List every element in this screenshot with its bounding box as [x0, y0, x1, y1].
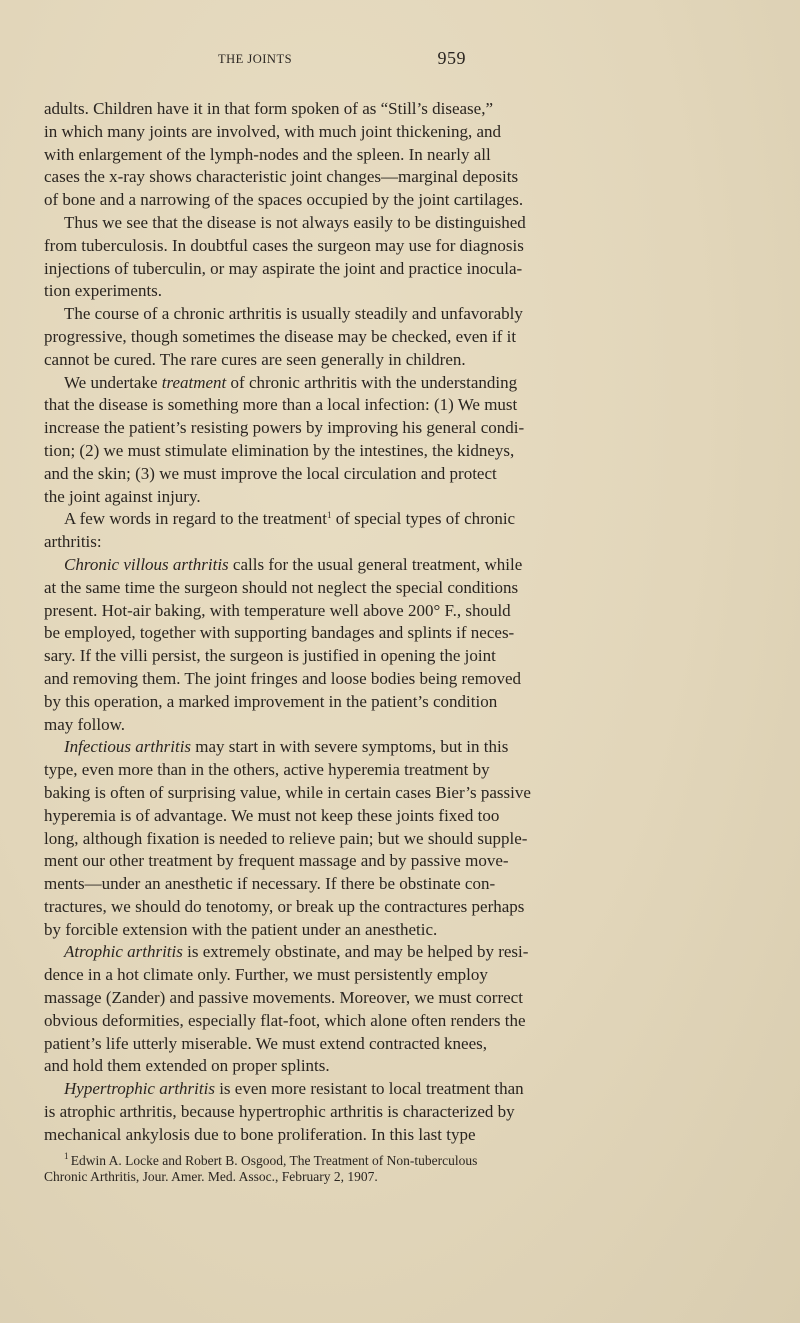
footnote [44, 1150, 478, 1185]
text-line: Atrophic arthritis is extremely obstinate, and may be helped by resi- [64, 942, 529, 962]
text-line: at the same time the surgeon should not neglect the special conditions [44, 577, 519, 597]
text-line: the joint against injury. [44, 486, 201, 506]
text-line: long, although fixation is needed to relieve pain; but we should supple- [44, 828, 528, 848]
text-line: progressive, though sometimes the disease may be checked, even if it [44, 326, 517, 346]
italic-term: treatment [161, 372, 227, 392]
text-line: mechanical ankylosis due to bone proliferation. In this last type [44, 1124, 476, 1144]
text-line: by forcible extension with the patient under an anesthetic. [44, 919, 438, 939]
text-line: baking is often of surprising value, while in certain cases Bier’s passive [44, 782, 531, 802]
footnote-line: Chronic Arthritis, Jour. Amer. Med. Assoc., February 2, 1907. [44, 1168, 378, 1184]
text-line: cases the x-ray shows characteristic joint changes—marginal deposits [44, 167, 519, 187]
page-number: 959 [437, 48, 466, 68]
paragraph [44, 372, 525, 509]
italic-term: Atrophic arthritis [64, 942, 183, 962]
text-line: obvious deformities, especially flat-foot, which alone often renders the [44, 1010, 526, 1030]
text-line: Thus we see that the disease is not always easily to be distinguished [64, 212, 526, 232]
text-line: massage (Zander) and passive movements. Moreover, we must correct [44, 988, 523, 1008]
text-line: may follow. [44, 714, 126, 734]
text-line: tion; (2) we must stimulate elimination by the intestines, the kidneys, [44, 440, 515, 460]
text-line: in which many joints are involved, with much joint thickening, and [44, 121, 502, 141]
text-line: increase the patient’s resisting powers by improving his general condi- [44, 418, 525, 438]
text-line: cannot be cured. The rare cures are seen generally in children. [44, 349, 466, 369]
text-line: Hypertrophic arthritis is even more resistant to local treatment than [64, 1079, 524, 1099]
paragraph [44, 554, 523, 736]
text-line: type, even more than in the others, active hyperemia treatment by [44, 760, 490, 780]
italic-term: Chronic villous arthritis [64, 554, 229, 574]
text-line: is atrophic arthritis, because hypertrophic arthritis is characterized by [44, 1102, 515, 1122]
text-line: by this operation, a marked improvement in the patient’s condition [44, 691, 498, 711]
text-line: dence in a hot climate only. Further, we must persistently employ [44, 965, 488, 985]
paragraph [44, 212, 526, 303]
text-line: be employed, together with supporting bandages and splints if neces- [44, 623, 515, 643]
italic-term: Hypertrophic arthritis [64, 1079, 215, 1099]
text-line: patient’s life utterly miserable. We must extend contracted knees, [44, 1033, 488, 1053]
text-line: tractures, we should do tenotomy, or break up the contractures perhaps [44, 896, 525, 916]
text-line: A few words in regard to the treatment$^1$ of special types of chronic [64, 509, 516, 529]
text-line: tion experiments. [44, 281, 163, 301]
paragraph [44, 736, 531, 941]
page-header [44, 50, 466, 76]
footnote-line: $^1$ Edwin A. Locke and Robert B. Osgood, The Treatment of Non-tuberculous [64, 1150, 478, 1168]
text-line: Chronic villous arthritis calls for the usual general treatment, while [64, 554, 523, 574]
text-line: Infectious arthritis may start in with severe symptoms, but in this [64, 737, 509, 757]
paragraph [44, 1078, 524, 1146]
text-line: and removing them. The joint fringes and loose bodies being removed [44, 668, 521, 688]
text-line: adults. Children have it in that form spoken of as “Still’s disease,” [44, 99, 493, 118]
text-line: ments—under an anesthetic if necessary. If there be obstinate con- [44, 874, 496, 894]
text-line: from tuberculosis. In doubtful cases the surgeon may use for diagnosis [44, 235, 524, 255]
paragraph [44, 508, 516, 554]
paragraph [44, 303, 523, 371]
body-text [44, 98, 531, 1147]
paragraph [44, 98, 524, 212]
text-line: present. Hot-air baking, with temperature well above 200° F., should [44, 600, 511, 620]
book-page [44, 48, 531, 1185]
text-line: that the disease is something more than a local infection: (1) We must [44, 395, 518, 415]
text-line: The course of a chronic arthritis is usually steadily and unfavorably [64, 304, 523, 324]
italic-term: Infectious arthritis [64, 737, 192, 757]
text-line: and the skin; (3) we must improve the local circulation and protect [44, 463, 497, 483]
text-line: We undertake treatment of chronic arthritis with the understanding [64, 372, 518, 392]
text-line: of bone and a narrowing of the spaces occupied by the joint cartilages. [44, 190, 524, 210]
text-line: sary. If the villi persist, the surgeon is justified in opening the joint [44, 646, 496, 666]
text-line: and hold them extended on proper splints. [44, 1056, 330, 1076]
text-line: hyperemia is of advantage. We must not keep these joints fixed too [44, 805, 500, 825]
footnote-marker: 1 [64, 1150, 71, 1161]
footnote-ref: 1 [326, 510, 332, 521]
text-line: with enlargement of the lymph-nodes and the spleen. In nearly all [44, 144, 491, 164]
text-line: injections of tuberculin, or may aspirate the joint and practice inocula- [44, 258, 523, 278]
text-line: arthritis: [44, 532, 102, 552]
text-line: ment our other treatment by frequent massage and by passive move- [44, 851, 509, 871]
paragraph [44, 941, 529, 1078]
running-title: THE JOINTS [217, 52, 293, 66]
